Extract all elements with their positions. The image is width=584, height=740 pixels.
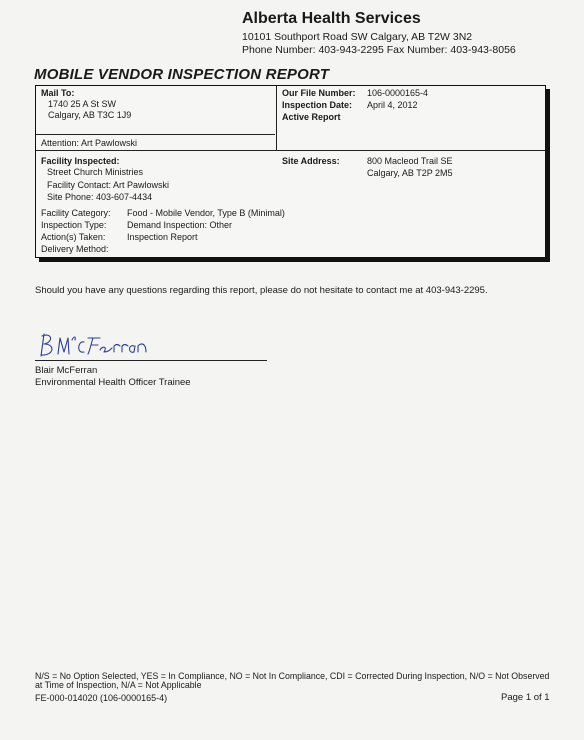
inspection-date-label: Inspection Date: [282, 100, 353, 110]
actions-taken-label: Action(s) Taken: [41, 232, 106, 242]
inspection-type-label: Inspection Type: [41, 220, 107, 230]
site-address-label: Site Address: [282, 156, 340, 166]
signer-name: Blair McFerran [35, 365, 98, 376]
signer-title: Environmental Health Officer Trainee [35, 376, 191, 388]
footer-legend [35, 672, 549, 690]
organization-address: 10101 Southport Road SW Calgary, AB T2W 3N2 [242, 31, 473, 43]
active-report-label: Active Report [282, 112, 341, 122]
footer-legend-line1: N/S = No Option Selected, YES = In Compliance, NO = Not In Compliance, CDI = Corrected During Inspection, N/O = Not Observed [35, 671, 550, 681]
file-number-label: Our File Number: [282, 88, 356, 98]
contact-statement: Should you have any questions regarding this report, please do not hesitate to contact me at 403-943-2295. [35, 285, 488, 296]
attention: Attention: Art Pawlowski [41, 138, 138, 148]
delivery-method-label: Delivery Method: [41, 244, 109, 254]
inspection-info-box [35, 85, 546, 258]
section-divider [36, 150, 545, 151]
inspection-date-value: April 4, 2012 [367, 100, 418, 110]
signature-line [35, 360, 267, 361]
footer-legend-line2: at Time of Inspection, N/A = Not Applicable [35, 680, 202, 690]
handwritten-signature [38, 330, 150, 360]
organization-name: Alberta Health Services [242, 10, 421, 27]
site-address-line1: 800 Macleod Trail SE [367, 156, 453, 166]
facility-category-label: Facility Category: [41, 208, 111, 218]
mailto-divider [36, 134, 275, 135]
mail-to-line1: 1740 25 A St SW [48, 99, 117, 109]
form-id: FE-000-014020 (106-0000165-4) [35, 693, 168, 703]
inspection-type-value: Demand Inspection: Other [127, 220, 233, 230]
actions-taken-value: Inspection Report [127, 232, 198, 242]
page-number: Page 1 of 1 [501, 692, 550, 703]
signer-block [35, 365, 191, 388]
facility-name: Street Church Ministries [47, 167, 144, 177]
file-number-value: 106-0000165-4 [367, 88, 429, 98]
column-divider [276, 86, 277, 151]
organization-contact [242, 31, 516, 56]
facility-contact: Facility Contact: Art Pawlowski [47, 180, 170, 190]
mail-to-label: Mail To: [41, 88, 75, 98]
report-title: MOBILE VENDOR INSPECTION REPORT [34, 66, 330, 83]
facility-category-value: Food - Mobile Vendor, Type B (Minimal) [127, 208, 285, 218]
site-phone: Site Phone: 403-607-4434 [47, 192, 153, 202]
facility-inspected-label: Facility Inspected: [41, 156, 120, 166]
site-address-line2: Calgary, AB T2P 2M5 [367, 168, 453, 178]
organization-phone-fax: Phone Number: 403-943-2295 Fax Number: 403-943-8056 [242, 43, 516, 56]
mail-to-line2: Calgary, AB T3C 1J9 [48, 110, 132, 120]
